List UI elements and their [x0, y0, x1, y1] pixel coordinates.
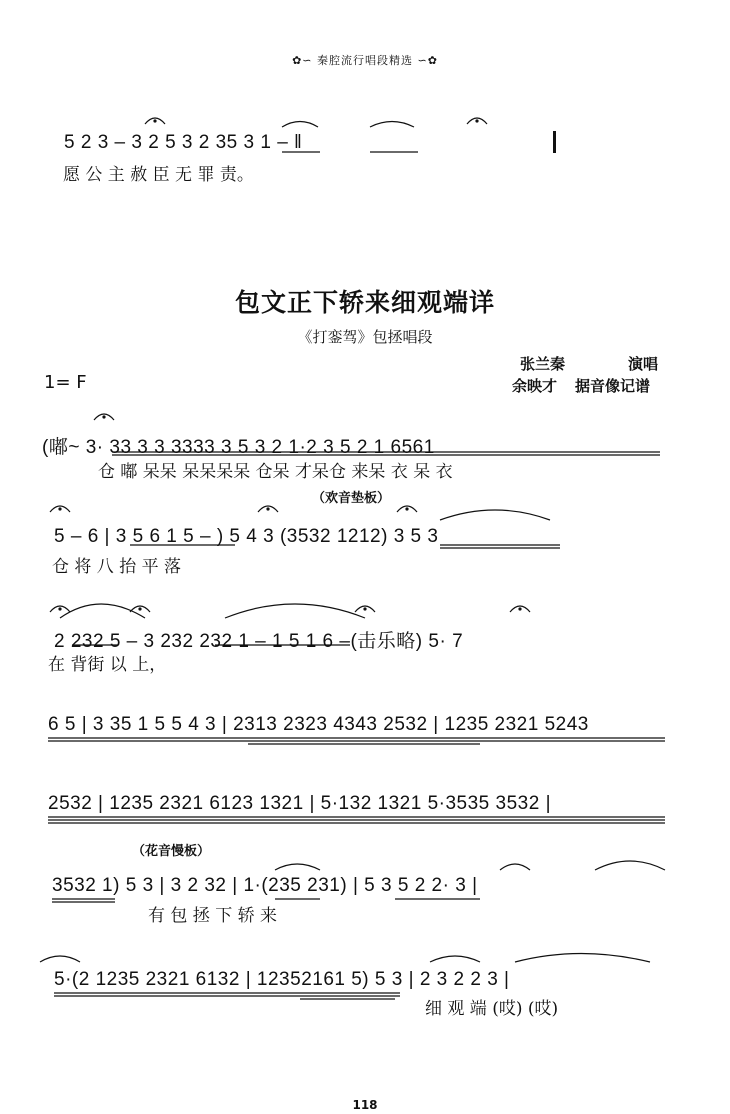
singer-role: 演唱 [628, 355, 659, 373]
slur-mark [40, 956, 80, 962]
final-barline [553, 131, 556, 153]
fermata-icon [397, 506, 417, 512]
fermata-icon [94, 414, 114, 420]
fermata-icon [50, 606, 70, 612]
system-7-lyrics: 细 观 端 (哎) (哎) [425, 999, 559, 1019]
transcriber-role: 据音像记谱 [575, 377, 651, 395]
system-5-notes: 2532 | 1235 2321 6123 1321 | 5·132 1321 5·3535 3532 | [48, 793, 552, 814]
slur-mark [370, 122, 414, 128]
fermata-icon [130, 606, 150, 612]
system-6-notes: 3532 1) 5 3 | 3 2 32 | 1·(235 231) | 5 3 5 2 2· 3 | [52, 875, 478, 896]
system-1-lyrics: 仓 嘟 呆呆 呆呆呆呆 仓呆 才呆仓 来呆 衣 呆 衣 [98, 462, 453, 482]
key-signature: 1= F [44, 372, 87, 393]
song-title: 包文正下轿来细观端详 [234, 288, 495, 317]
ornament-right-icon: ∽✿ [417, 54, 438, 67]
system-4-notes: 6 5 | 3 35 1 5 5 4 3 | 2313 2323 4343 2532 | 1235 2321 5243 [48, 714, 589, 735]
system-7-notes: 5·(2 1235 2321 6132 | 12352161 5) 5 3 | 2 3 2 2 3 | [54, 969, 510, 990]
fermata-icon [510, 606, 530, 612]
system-2-notes: 5 – 6 | 3 5 6 1 5 – ) 5 4 3 (3532 1212) 3 5 3 [54, 526, 439, 547]
song-subtitle: 《打銮驾》包拯唱段 [297, 328, 433, 346]
system-1-notes: (嘟~ 3· 33 3 3 3333 3 5 3 2 1·2 3 5 2 1 6561 [42, 437, 435, 458]
system-6-lyrics: 有 包 拯 下 轿 来 [148, 906, 278, 926]
system-2-section-tag: （欢音垫板） [312, 491, 391, 506]
fermata-icon [50, 506, 70, 512]
slur-mark [515, 954, 650, 963]
system-6-section-tag: （花音慢板） [132, 844, 211, 859]
system-3-notes: 2 232 5 – 3 232 232 1 – 1 5 1 6 –(击乐略) 5· 7 [54, 631, 464, 652]
fermata-icon [258, 506, 278, 512]
running-header-text: 秦腔流行唱段精选 [317, 54, 413, 67]
slur-mark [595, 861, 665, 870]
slur-mark [282, 122, 318, 128]
system-3-lyrics: 在 背街 以 上， [48, 655, 167, 675]
slur-mark [430, 956, 480, 962]
ornament-left-icon: ✿∽ [292, 54, 313, 67]
transcriber-name: 余映才 [512, 377, 558, 395]
page-number: 118 [352, 1098, 378, 1112]
fermata-icon [355, 606, 375, 612]
slur-mark [275, 864, 320, 870]
slur-mark [225, 604, 365, 618]
fermata-icon [145, 118, 165, 124]
system-2-lyrics: 仓 将 八 抬 平 落 [52, 557, 182, 577]
slur-mark [440, 510, 550, 520]
slur-mark [500, 864, 530, 870]
running-header [0, 52, 730, 68]
slur-mark [60, 604, 145, 618]
singer-name: 张兰秦 [520, 355, 566, 373]
top-fragment-lyrics: 愿 公 主 赦 臣 无 罪 责。 [63, 165, 254, 185]
fermata-icon [467, 118, 487, 124]
top-fragment-notes: 5 2 3 – 3 2 5 3 2 35 3 1 – ‖ [64, 132, 303, 153]
